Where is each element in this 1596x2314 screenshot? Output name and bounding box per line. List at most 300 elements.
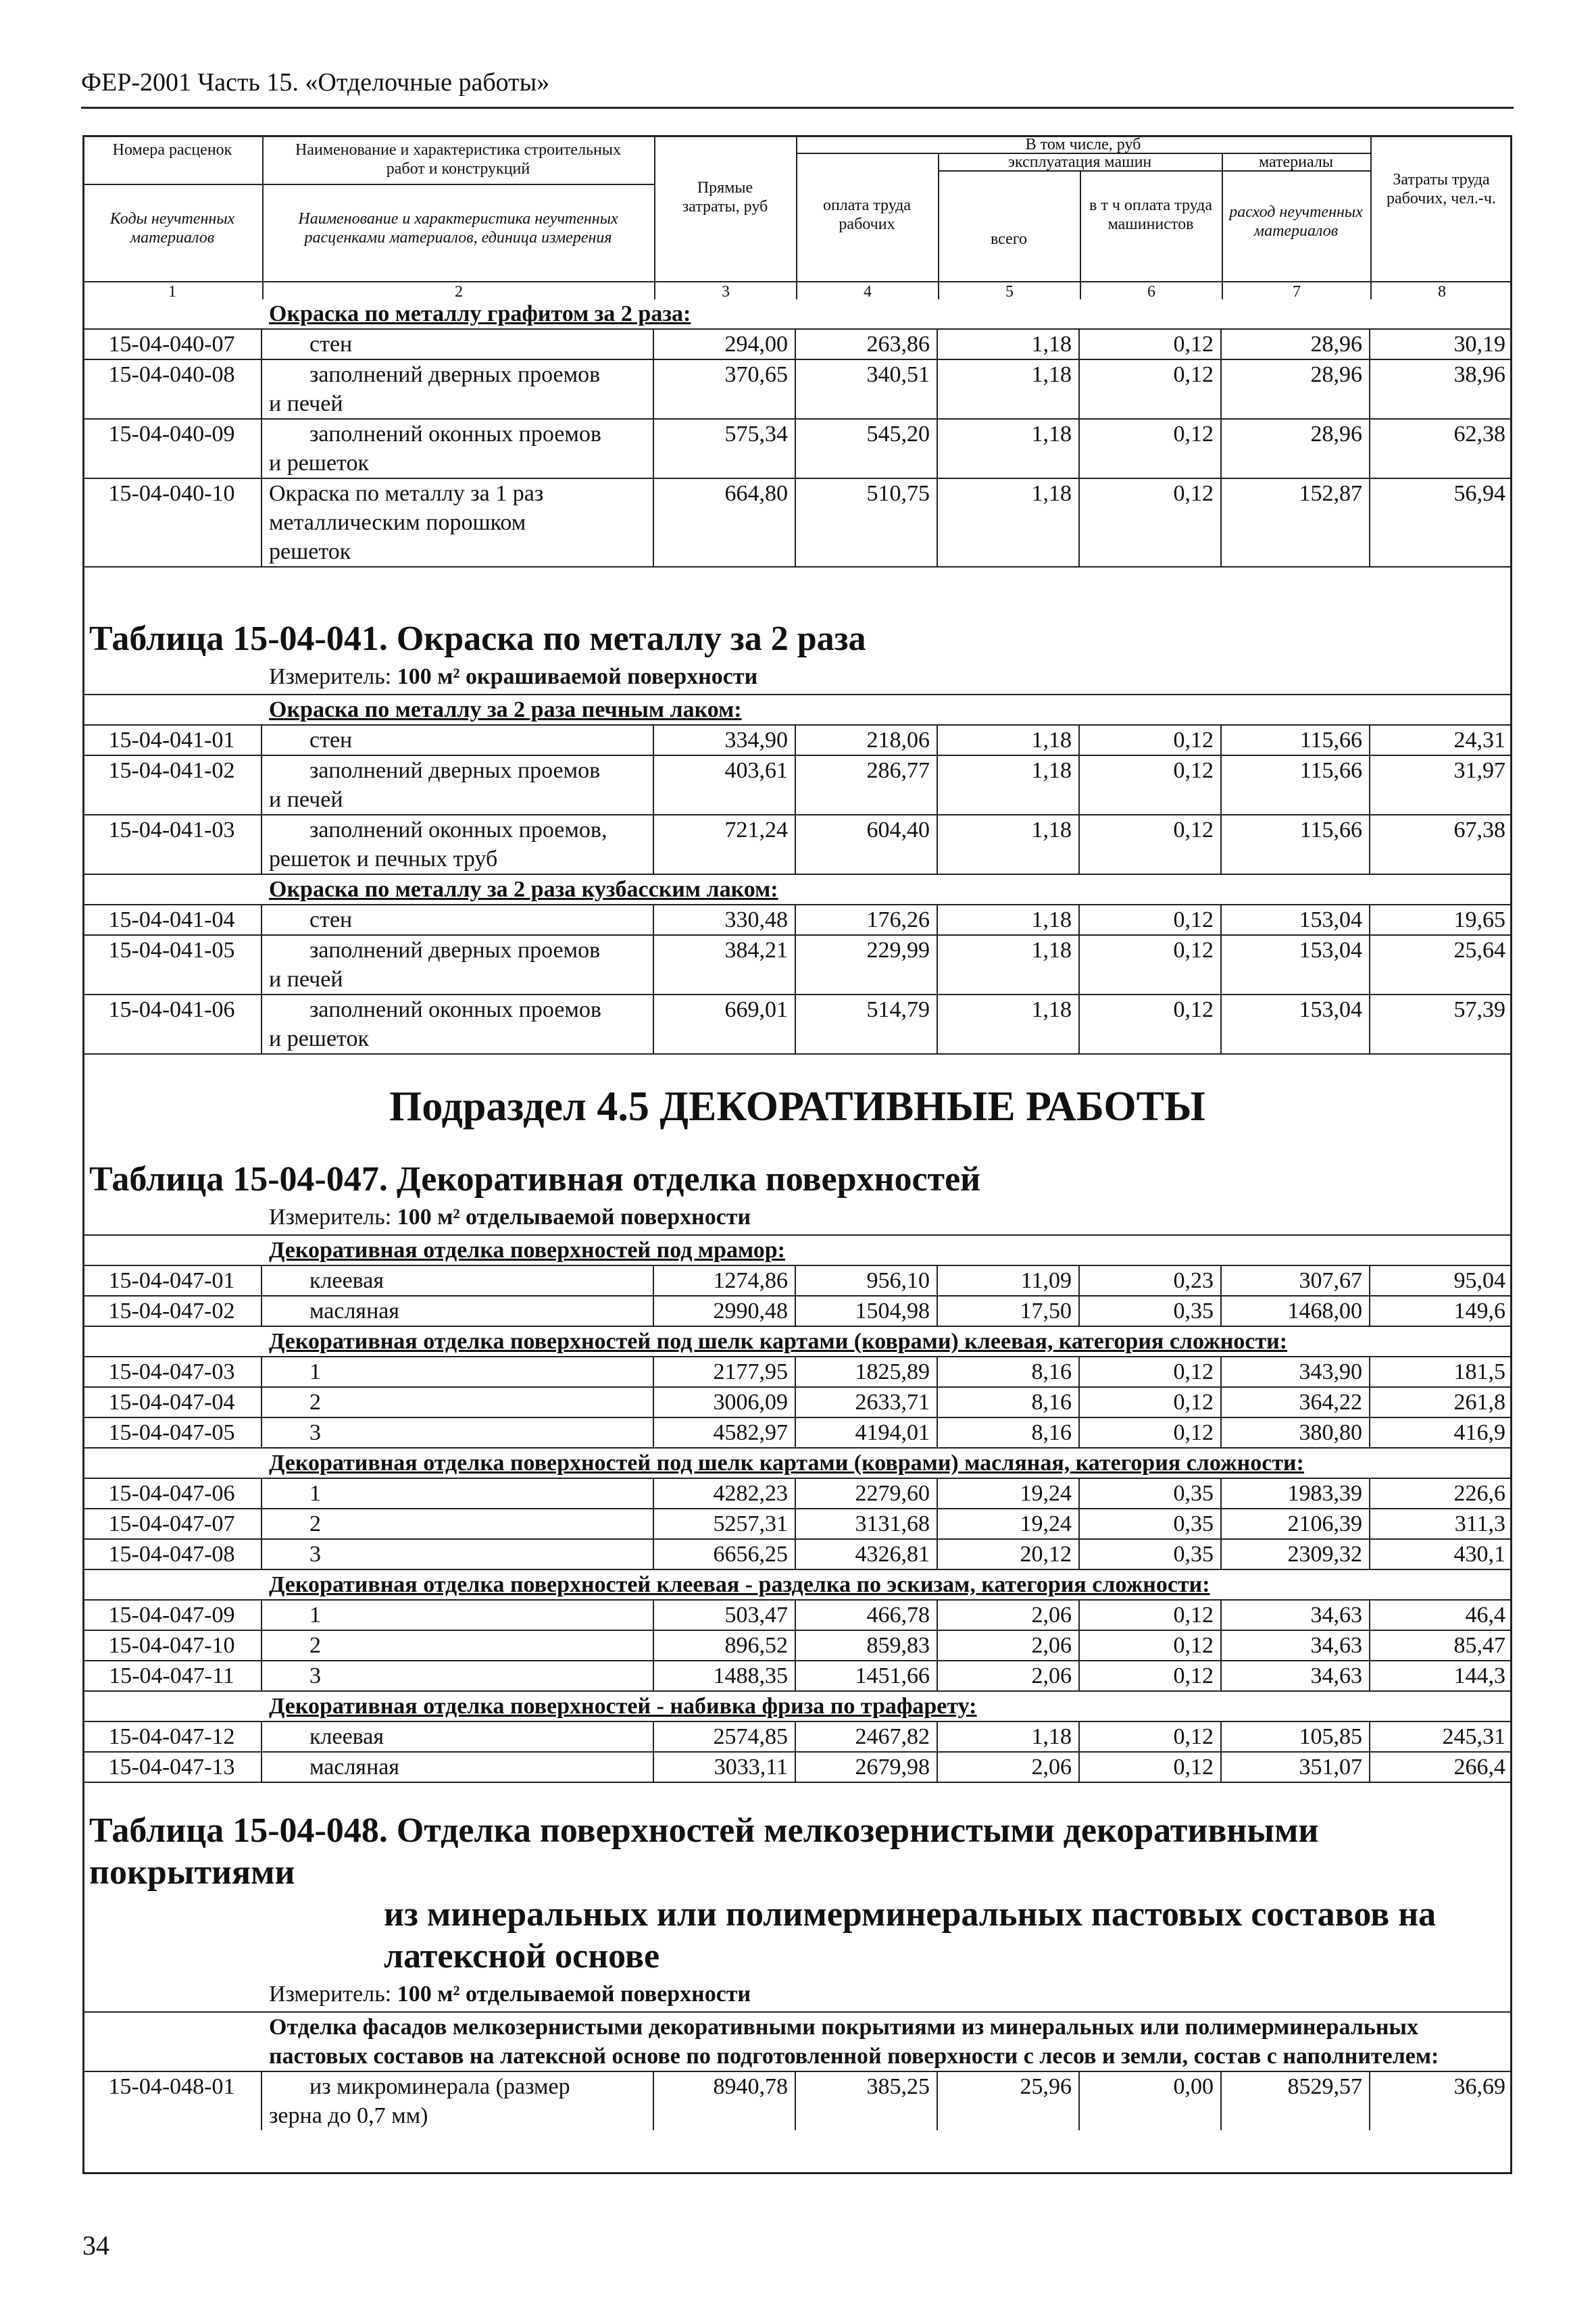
machine-cost: 1,18: [938, 756, 1080, 814]
section-heading: Отделка фасадов мелкозернистыми декоративными покрытиями из минеральных или полимерминеральных пастовых составов на латексной основе по подготовленной поверхности с лесов и земли, состав с наполнителем:: [269, 2015, 1439, 2069]
materials-cost: 1983,39: [1222, 1479, 1370, 1508]
measure-unit: [82, 660, 757, 694]
direct-cost: 2990,48: [654, 1297, 796, 1326]
rate-code: 15-04-047-06: [82, 1479, 262, 1508]
labor-pay: 385,25: [796, 2072, 938, 2130]
col-header-name-bottom: Наименование и характеристика неучтенных расценками материалов, единица измерения: [298, 210, 618, 247]
measure-value: 100 м² отделываемой поверхности: [397, 1205, 751, 1230]
measure-unit: [82, 1978, 751, 2011]
direct-cost: 503,47: [654, 1601, 796, 1630]
machinist-pay: 0,12: [1080, 360, 1222, 418]
direct-cost: 664,80: [654, 479, 796, 566]
rate-name-cont: металлическим порошком: [269, 510, 526, 535]
machinist-pay: 0,12: [1080, 420, 1222, 478]
labor-hours: 311,3: [1454, 1511, 1505, 1536]
rate-code: 15-04-047-02: [82, 1297, 262, 1326]
machine-cost: 1,18: [938, 420, 1080, 478]
machine-cost: 1,18: [938, 815, 1080, 874]
materials-cost: 364,22: [1222, 1388, 1370, 1417]
rate-code: 15-04-041-03: [82, 815, 262, 874]
direct-cost: 669,01: [654, 995, 796, 1053]
table-row: [82, 1751, 1512, 1782]
table-title-row: [82, 1894, 1512, 1936]
col-number: 8: [1438, 283, 1446, 301]
materials-cost: 2106,39: [1222, 1509, 1370, 1538]
measure-value: 100 м² окрашиваемой поверхности: [397, 664, 758, 689]
labor-hours: 57,39: [1453, 997, 1505, 1022]
machinist-pay: 0,12: [1080, 479, 1222, 566]
machine-cost: 1,18: [938, 1722, 1080, 1751]
table-row: [82, 904, 1512, 934]
machine-cost: 1,18: [938, 936, 1080, 994]
direct-cost: 334,90: [654, 726, 796, 755]
document-header-title: ФЕР-2001 Часть 15. «Отделочные работы»: [81, 68, 550, 97]
col-header-direct: Прямые затраты, руб: [682, 179, 768, 216]
machine-cost: 8,16: [938, 1357, 1080, 1386]
rate-code: 15-04-047-08: [82, 1540, 262, 1569]
table-row: [82, 1660, 1512, 1690]
table-title-row: [82, 1159, 1512, 1201]
materials-cost: 34,63: [1222, 1661, 1370, 1690]
table-title-cont: латексной основе: [384, 1937, 660, 1976]
machine-cost: 20,12: [938, 1540, 1080, 1569]
table-row: [82, 328, 1512, 359]
rate-name: 2: [309, 1511, 321, 1536]
col-divider: [1222, 154, 1223, 299]
materials-cost: 2309,32: [1222, 1540, 1370, 1569]
table-title-row: [82, 1810, 1512, 1894]
table-row: [82, 724, 1512, 755]
section-row: [82, 694, 1512, 724]
rate-name: 2: [309, 1633, 321, 1658]
section-row: [82, 1690, 1512, 1721]
rate-code: 15-04-047-10: [82, 1631, 262, 1660]
direct-cost: 403,61: [654, 756, 796, 814]
machinist-pay: 0,12: [1080, 1388, 1222, 1417]
rate-name: 3: [309, 1663, 321, 1688]
table-title: Таблица 15-04-041. Окраска по металлу за 2 раза: [89, 620, 866, 658]
section-heading: Декоративная отделка поверхностей - набивка фриза по трафарету:: [269, 1694, 977, 1719]
materials-cost: 115,66: [1222, 815, 1370, 874]
labor-pay: 2467,82: [796, 1722, 938, 1751]
rate-name: 1: [309, 1481, 321, 1506]
col-number: 3: [722, 283, 730, 301]
section-heading: Окраска по металлу за 2 раза печным лаком:: [269, 697, 742, 722]
materials-cost: 153,04: [1222, 905, 1370, 934]
measure-value: 100 м² отделываемой поверхности: [397, 1982, 751, 2007]
rate-name-cont: решеток и печных труб: [269, 847, 498, 872]
labor-hours: 85,47: [1453, 1633, 1505, 1658]
labor-pay: 263,86: [796, 330, 938, 359]
machinist-pay: 0,35: [1080, 1509, 1222, 1538]
rate-code: 15-04-047-11: [82, 1661, 262, 1690]
machinist-pay: 0,12: [1080, 1722, 1222, 1751]
table-row: [82, 814, 1512, 874]
labor-hours: 24,31: [1453, 728, 1505, 753]
measure-row: [82, 1201, 1512, 1234]
table-title: Таблица 15-04-048. Отделка поверхностей мелкозернистыми декоративными покрытиями: [89, 1811, 1319, 1892]
labor-pay: 604,40: [796, 815, 938, 874]
section-heading: Декоративная отделка поверхностей под шелк картами (коврами) клеевая, категория сложности:: [269, 1329, 1288, 1354]
col-header-work-cost: Затраты труда рабочих, чел.-ч.: [1387, 171, 1496, 207]
materials-cost: 380,80: [1222, 1418, 1370, 1447]
labor-hours: 62,38: [1453, 422, 1505, 447]
rate-code: 15-04-040-08: [82, 360, 262, 418]
rate-name: масляная: [309, 1299, 399, 1324]
materials-cost: 28,96: [1222, 330, 1370, 359]
machinist-pay: 0,12: [1080, 905, 1222, 934]
rate-code: 15-04-041-04: [82, 905, 262, 934]
rate-name: стен: [309, 332, 353, 357]
rate-name: заполнений оконных проемов: [309, 422, 601, 447]
machine-cost: 1,18: [938, 479, 1080, 566]
labor-hours: 31,97: [1453, 758, 1505, 783]
materials-cost: 105,85: [1222, 1722, 1370, 1751]
machine-cost: 17,50: [938, 1297, 1080, 1326]
rate-name: заполнений дверных проемов: [309, 362, 601, 387]
materials-cost: 28,96: [1222, 360, 1370, 418]
labor-pay: 2279,60: [796, 1479, 938, 1508]
machine-cost: 8,16: [938, 1388, 1080, 1417]
machine-cost: 1,18: [938, 905, 1080, 934]
machine-cost: 25,96: [938, 2072, 1080, 2130]
table-row: [82, 1538, 1512, 1569]
col-header-mach-all: всего: [990, 230, 1028, 248]
col-header-labor: оплата труда рабочих: [822, 197, 912, 233]
labor-pay: 4326,81: [796, 1540, 938, 1569]
machinist-pay: 0,12: [1080, 815, 1222, 874]
rate-name: 1: [309, 1359, 321, 1384]
machine-cost: 8,16: [938, 1418, 1080, 1447]
labor-hours: 25,64: [1453, 938, 1505, 963]
materials-cost: 343,90: [1222, 1357, 1370, 1386]
table-title-row: [82, 1936, 1512, 1978]
rate-code: 15-04-047-09: [82, 1601, 262, 1630]
machinist-pay: 0,12: [1080, 1753, 1222, 1782]
direct-cost: 1274,86: [654, 1266, 796, 1295]
table-title-row: [82, 618, 1512, 660]
col-number: 4: [864, 283, 872, 301]
col-number: 7: [1293, 283, 1301, 301]
labor-hours: 36,69: [1453, 2074, 1505, 2099]
row-divider: [82, 184, 654, 185]
machine-cost: 2,06: [938, 1753, 1080, 1782]
materials-cost: 34,63: [1222, 1601, 1370, 1630]
rate-name: стен: [309, 907, 353, 932]
labor-hours: 226,6: [1453, 1481, 1505, 1506]
materials-cost: 115,66: [1222, 756, 1370, 814]
labor-pay: 1504,98: [796, 1297, 938, 1326]
labor-hours: 416,9: [1453, 1420, 1505, 1445]
section-heading: Декоративная отделка поверхностей клеевая - разделка по эскизам, категория сложности:: [269, 1572, 1210, 1597]
table-row: [82, 1478, 1512, 1508]
rate-code: 15-04-047-04: [82, 1388, 262, 1417]
rate-code: 15-04-040-09: [82, 420, 262, 478]
table-row: [82, 1599, 1512, 1630]
materials-cost: 307,67: [1222, 1266, 1370, 1295]
rate-name-cont: зерна до 0,7 мм): [269, 2103, 428, 2128]
col-number: 5: [1005, 283, 1014, 301]
labor-hours: 46,4: [1465, 1603, 1505, 1628]
table-gap: [82, 1132, 1512, 1159]
machine-cost: 2,06: [938, 1601, 1080, 1630]
rate-name: из микроминерала (размер: [309, 2074, 570, 2099]
machinist-pay: 0,35: [1080, 1479, 1222, 1508]
rate-name: 1: [309, 1603, 321, 1628]
labor-pay: 286,77: [796, 756, 938, 814]
measure-row: [82, 660, 1512, 694]
col-number: 6: [1147, 283, 1155, 301]
materials-cost: 1468,00: [1222, 1297, 1370, 1326]
section-heading: Окраска по металлу графитом за 2 раза:: [269, 301, 691, 326]
rate-code: 15-04-047-07: [82, 1509, 262, 1538]
col-divider: [262, 135, 264, 299]
labor-pay: 3131,68: [796, 1509, 938, 1538]
table-gap: [82, 1053, 1512, 1082]
labor-pay: 859,83: [796, 1631, 938, 1660]
labor-hours: 266,4: [1453, 1755, 1505, 1780]
rate-code: 15-04-040-07: [82, 330, 262, 359]
direct-cost: 3006,09: [654, 1388, 796, 1417]
col-header-name-top: Наименование и характеристика строительных работ и конструкций: [295, 141, 621, 178]
labor-pay: 340,51: [796, 360, 938, 418]
subsection-title: Подраздел 4.5 ДЕКОРАТИВНЫЕ РАБОТЫ: [389, 1084, 1205, 1130]
machinist-pay: 0,12: [1080, 726, 1222, 755]
labor-hours: 144,3: [1453, 1663, 1505, 1688]
col-number: 1: [168, 283, 176, 301]
labor-hours: 56,94: [1453, 481, 1505, 506]
table-row: [82, 755, 1512, 814]
materials-cost: 115,66: [1222, 726, 1370, 755]
labor-pay: 956,10: [796, 1266, 938, 1295]
labor-hours: 261,8: [1453, 1390, 1505, 1415]
machinist-pay: 0,12: [1080, 1357, 1222, 1386]
materials-cost: 351,07: [1222, 1753, 1370, 1782]
labor-hours: 38,96: [1453, 362, 1505, 387]
rate-name: Окраска по металлу за 1 раз: [269, 481, 544, 506]
rate-name: стен: [309, 728, 353, 753]
col-number: 2: [455, 283, 463, 301]
rate-name-cont: и решеток: [269, 1026, 369, 1051]
section-heading: Декоративная отделка поверхностей под шелк картами (коврами) масляная, категория сложности:: [269, 1451, 1304, 1476]
machinist-pay: 0,12: [1080, 1601, 1222, 1630]
rate-name-cont: и печей: [269, 787, 343, 812]
rate-code: 15-04-041-01: [82, 726, 262, 755]
machinist-pay: 0,35: [1080, 1297, 1222, 1326]
direct-cost: 4282,23: [654, 1479, 796, 1508]
measure-label: Измеритель:: [269, 1205, 392, 1230]
rate-name: 3: [309, 1420, 321, 1445]
direct-cost: 294,00: [654, 330, 796, 359]
col-header-incl: В том числе, руб: [1025, 136, 1141, 153]
rate-code: 15-04-040-10: [82, 479, 262, 566]
labor-hours: 95,04: [1453, 1268, 1505, 1293]
table-row: [82, 359, 1512, 418]
direct-cost: 896,52: [654, 1631, 796, 1660]
machine-cost: 19,24: [938, 1509, 1080, 1538]
direct-cost: 5257,31: [654, 1509, 796, 1538]
labor-hours: 430,1: [1453, 1542, 1505, 1567]
materials-cost: 153,04: [1222, 995, 1370, 1053]
col-header-code-top: Номера расценок: [112, 141, 232, 159]
table-title-cont: из минеральных или полимерминеральных пастовых составов на: [384, 1895, 1437, 1934]
table-row: [82, 1630, 1512, 1660]
rate-code: 15-04-047-13: [82, 1753, 262, 1782]
rate-code: 15-04-048-01: [82, 2072, 262, 2130]
col-header-mat-unacc: расход неучтенных материалов: [1229, 203, 1363, 240]
rate-name: клеевая: [309, 1268, 384, 1293]
section-row: [82, 2011, 1512, 2071]
machine-cost: 2,06: [938, 1631, 1080, 1660]
header-rule: [81, 107, 1514, 109]
rate-name: 2: [309, 1390, 321, 1415]
labor-hours: 30,19: [1453, 332, 1505, 357]
rate-name: заполнений дверных проемов: [309, 758, 601, 783]
labor-hours: 245,31: [1442, 1724, 1505, 1749]
table-gap: [82, 1782, 1512, 1810]
rate-code: 15-04-047-01: [82, 1266, 262, 1295]
labor-pay: 176,26: [796, 905, 938, 934]
col-divider: [654, 135, 655, 299]
labor-hours: 149,6: [1453, 1299, 1505, 1324]
labor-hours: 19,65: [1453, 907, 1505, 932]
table-row: [82, 1386, 1512, 1417]
measure-label: Измеритель:: [269, 1982, 392, 2007]
machinist-pay: 0,00: [1080, 2072, 1222, 2130]
labor-pay: 1451,66: [796, 1661, 938, 1690]
rate-name: 3: [309, 1542, 321, 1567]
section-row: [82, 299, 1512, 328]
table-gap: [82, 566, 1512, 618]
rate-code: 15-04-047-12: [82, 1722, 262, 1751]
col-divider: [796, 135, 797, 299]
table-row: [82, 2071, 1512, 2130]
machinist-pay: 0,35: [1080, 1540, 1222, 1569]
rate-name-cont: и решеток: [269, 451, 369, 476]
table-row: [82, 1417, 1512, 1447]
machinist-pay: 0,12: [1080, 936, 1222, 994]
table-row: [82, 994, 1512, 1053]
machine-cost: 11,09: [938, 1266, 1080, 1295]
rate-code: 15-04-047-05: [82, 1418, 262, 1447]
materials-cost: 28,96: [1222, 420, 1370, 478]
rate-name: масляная: [309, 1755, 399, 1780]
machine-cost: 19,24: [938, 1479, 1080, 1508]
materials-cost: 152,87: [1222, 479, 1370, 566]
col-header-code-bottom: Коды неучтенных материалов: [109, 210, 235, 247]
col-header-mach-labor: в т ч оплата труда машинистов: [1089, 197, 1212, 233]
section-row: [82, 1569, 1512, 1599]
table-row: [82, 1265, 1512, 1295]
section-row: [82, 1326, 1512, 1356]
direct-cost: 4582,97: [654, 1418, 796, 1447]
table-row: [82, 478, 1512, 566]
machine-cost: 1,18: [938, 330, 1080, 359]
labor-hours: 181,5: [1453, 1359, 1505, 1384]
machine-cost: 1,18: [938, 726, 1080, 755]
materials-cost: 153,04: [1222, 936, 1370, 994]
table-column-header: [82, 135, 1512, 299]
section-heading: Декоративная отделка поверхностей под мрамор:: [269, 1238, 785, 1263]
rate-name-cont: решеток: [269, 539, 351, 564]
direct-cost: 370,65: [654, 360, 796, 418]
measure-label: Измеритель:: [269, 664, 392, 689]
direct-cost: 3033,11: [654, 1753, 796, 1782]
machinist-pay: 0,12: [1080, 330, 1222, 359]
direct-cost: 2177,95: [654, 1357, 796, 1386]
table-row: [82, 1721, 1512, 1751]
labor-hours: 67,38: [1453, 818, 1505, 842]
labor-pay: 4194,01: [796, 1418, 938, 1447]
page-number: 34: [82, 2230, 109, 2261]
col-divider: [938, 154, 939, 299]
rate-code: 15-04-047-03: [82, 1357, 262, 1386]
direct-cost: 8940,78: [654, 2072, 796, 2130]
table-row: [82, 418, 1512, 478]
direct-cost: 2574,85: [654, 1722, 796, 1751]
materials-cost: 34,63: [1222, 1631, 1370, 1660]
labor-pay: 2679,98: [796, 1753, 938, 1782]
labor-pay: 2633,71: [796, 1388, 938, 1417]
section-row: [82, 1447, 1512, 1478]
labor-pay: 510,75: [796, 479, 938, 566]
labor-pay: 466,78: [796, 1601, 938, 1630]
machinist-pay: 0,12: [1080, 1661, 1222, 1690]
direct-cost: 721,24: [654, 815, 796, 874]
col-divider: [1370, 135, 1372, 299]
machinist-pay: 0,12: [1080, 756, 1222, 814]
direct-cost: 330,48: [654, 905, 796, 934]
labor-pay: 229,99: [796, 936, 938, 994]
rate-code: 15-04-041-05: [82, 936, 262, 994]
labor-pay: 1825,89: [796, 1357, 938, 1386]
table-row: [82, 1508, 1512, 1538]
col-header-machines: эксплуатация машин: [1007, 153, 1152, 171]
materials-cost: 8529,57: [1222, 2072, 1370, 2130]
section-row: [82, 874, 1512, 904]
machine-cost: 2,06: [938, 1661, 1080, 1690]
labor-pay: 545,20: [796, 420, 938, 478]
machinist-pay: 0,12: [1080, 995, 1222, 1053]
rate-name: заполнений оконных проемов: [309, 997, 601, 1022]
machinist-pay: 0,12: [1080, 1418, 1222, 1447]
table-row: [82, 1295, 1512, 1326]
rates-table: [82, 299, 1512, 2130]
rate-name: заполнений оконных проемов,: [309, 818, 607, 842]
section-row: [82, 1234, 1512, 1265]
col-divider: [1080, 170, 1081, 299]
direct-cost: 1488,35: [654, 1661, 796, 1690]
direct-cost: 575,34: [654, 420, 796, 478]
section-heading: Окраска по металлу за 2 раза кузбасским лаком:: [269, 877, 778, 902]
rate-name: заполнений дверных проемов: [309, 938, 601, 963]
table-row: [82, 934, 1512, 994]
measure-row: [82, 1978, 1512, 2011]
rate-name: клеевая: [309, 1724, 384, 1749]
rate-name-cont: и печей: [269, 391, 343, 416]
direct-cost: 384,21: [654, 936, 796, 994]
machinist-pay: 0,12: [1080, 1631, 1222, 1660]
labor-pay: 514,79: [796, 995, 938, 1053]
table-row: [82, 1356, 1512, 1386]
machine-cost: 1,18: [938, 995, 1080, 1053]
rate-name-cont: и печей: [269, 967, 343, 992]
labor-pay: 218,06: [796, 726, 938, 755]
subsection-row: [82, 1082, 1512, 1132]
col-header-materials: материалы: [1258, 153, 1333, 171]
direct-cost: 6656,25: [654, 1540, 796, 1569]
machinist-pay: 0,23: [1080, 1266, 1222, 1295]
